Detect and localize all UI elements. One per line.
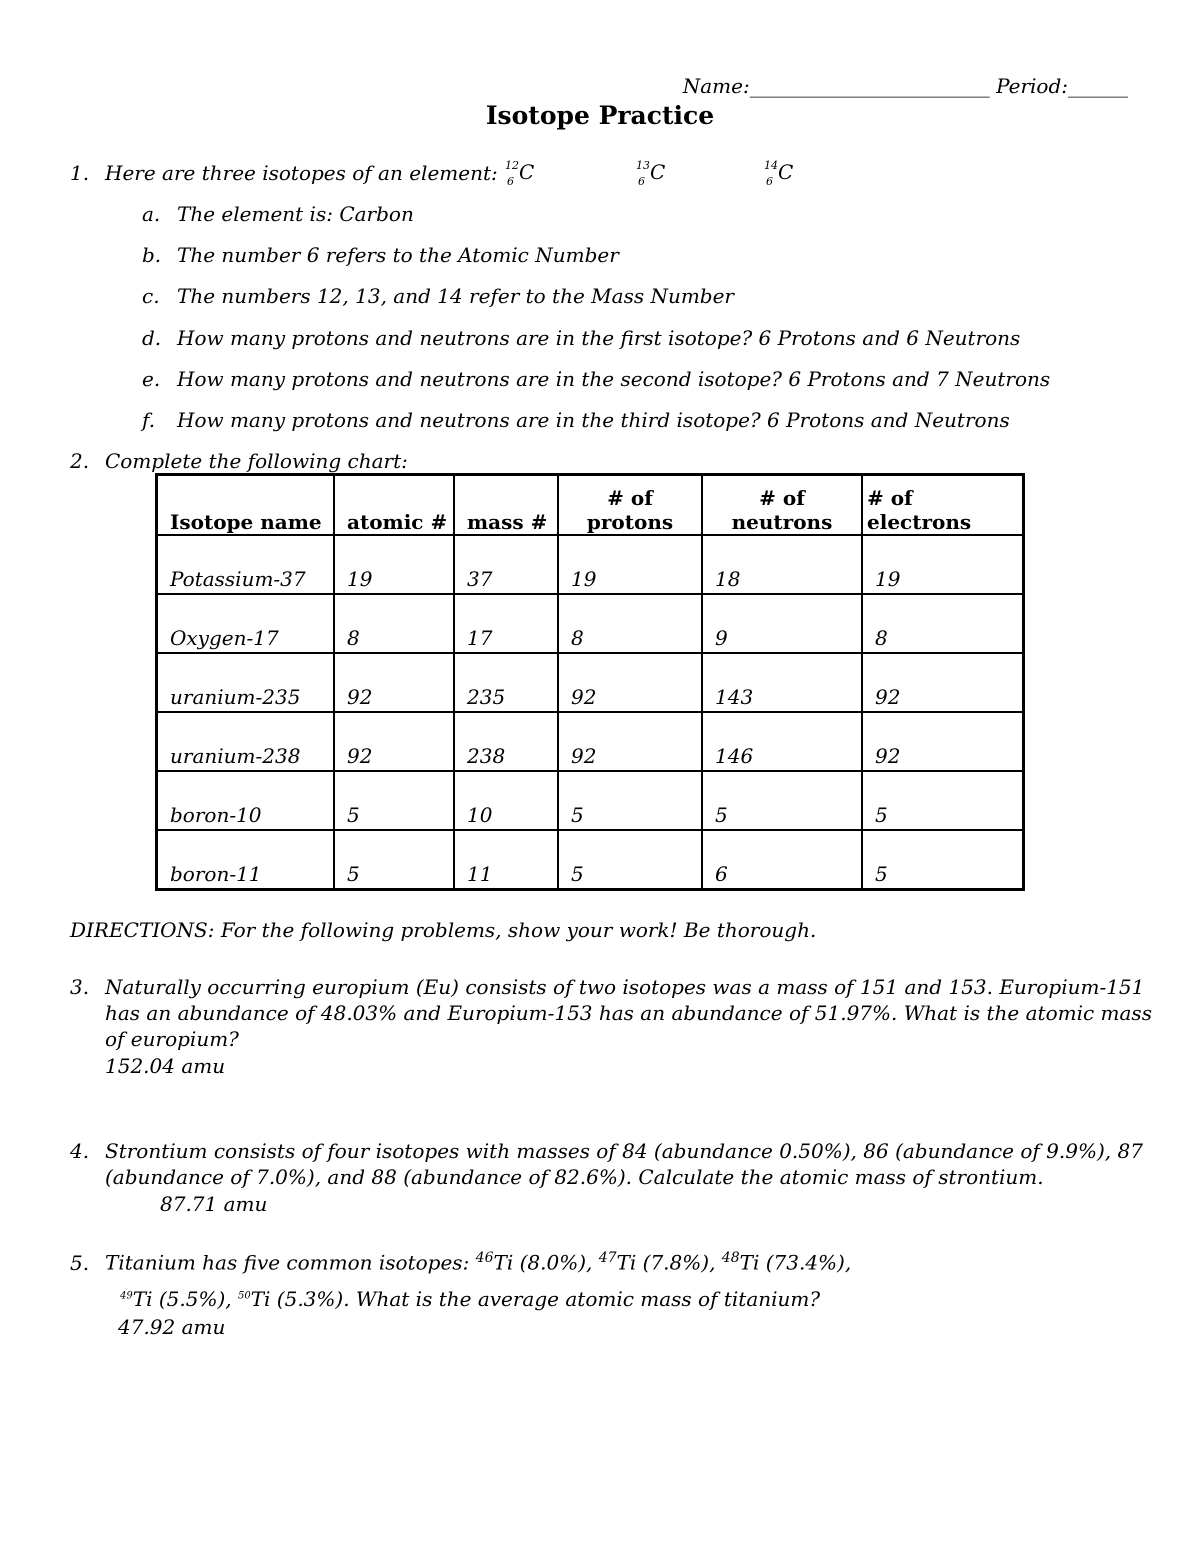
- subquestion-letter: e.: [142, 367, 161, 391]
- cell-protons[interactable]: 19: [558, 535, 702, 594]
- element-symbol: C: [650, 160, 666, 184]
- question-text-line: Naturally occurring europium (Eu) consists of two isotopes was a mass of 151 and 153. Europium-151: [105, 975, 1145, 999]
- cell-mass-number[interactable]: 11: [454, 830, 558, 890]
- answer-text[interactable]: 152.04 amu: [105, 1054, 226, 1078]
- question-number: 1.: [70, 161, 90, 185]
- cell-protons[interactable]: 5: [558, 830, 702, 890]
- subquestion-letter: b.: [142, 243, 162, 267]
- cell-neutrons[interactable]: 146: [702, 712, 862, 771]
- answer-text[interactable]: 87.71 amu: [160, 1192, 268, 1216]
- question-number: 5.: [70, 1250, 90, 1275]
- name-period-header: [683, 74, 1128, 98]
- cell-protons[interactable]: 92: [558, 653, 702, 712]
- question-3: [70, 975, 1144, 999]
- mass-number: 49: [120, 1290, 133, 1302]
- table-row: [157, 653, 1024, 712]
- subquestion-b: [142, 243, 619, 267]
- directions: DIRECTIONS: For the following problems, show your work! Be thorough.: [70, 918, 817, 942]
- subquestion-letter: c.: [142, 284, 160, 308]
- cell-neutrons[interactable]: 143: [702, 653, 862, 712]
- subquestion-e: [142, 367, 1050, 391]
- atomic-number: 6: [507, 175, 514, 188]
- question-1: [70, 161, 498, 185]
- subquestion-text: How many protons and neutrons are in the first isotope? 6 Protons and 6 Neutrons: [177, 326, 1021, 350]
- cell-mass-number[interactable]: 238: [454, 712, 558, 771]
- subquestion-text: How many protons and neutrons are in the second isotope? 6 Protons and 7 Neutrons: [177, 367, 1051, 391]
- table-row: [157, 771, 1024, 830]
- question-text-line: has an abundance of 48.03% and Europium-153 has an abundance of 51.97%. What is the atomic mass: [105, 1001, 1152, 1025]
- question-text-line: of europium?: [105, 1027, 239, 1051]
- element-symbol: C: [778, 160, 794, 184]
- table-row: [157, 594, 1024, 653]
- cell-isotope-name[interactable]: uranium-238: [157, 712, 335, 771]
- subquestion-letter: d.: [142, 326, 162, 350]
- subquestion-c: [142, 284, 734, 308]
- table-row: [157, 535, 1024, 594]
- period-label[interactable]: Period:______: [996, 74, 1128, 98]
- cell-neutrons[interactable]: 5: [702, 771, 862, 830]
- cell-neutrons[interactable]: 6: [702, 830, 862, 890]
- subquestion-text: The element is: Carbon: [177, 202, 414, 226]
- isotope-abundance: Ti (8.0%),: [493, 1250, 599, 1275]
- isotope-abundance: Ti (73.4%),: [739, 1250, 852, 1275]
- page-title: Isotope Practice: [485, 101, 715, 130]
- cell-atomic-number[interactable]: 8: [334, 594, 454, 653]
- subquestion-a: [142, 202, 414, 226]
- element-symbol: C: [519, 160, 535, 184]
- header-mass-number: mass #: [454, 475, 558, 536]
- question-text: Titanium has five common isotopes:: [105, 1250, 476, 1275]
- cell-isotope-name[interactable]: boron-11: [157, 830, 335, 890]
- subquestion-d: [142, 326, 1020, 350]
- atomic-number: 6: [638, 175, 645, 188]
- cell-isotope-name[interactable]: boron-10: [157, 771, 335, 830]
- cell-electrons[interactable]: 8: [862, 594, 1024, 653]
- cell-electrons[interactable]: 92: [862, 712, 1024, 771]
- question-text-line: (abundance of 7.0%), and 88 (abundance of 82.6%). Calculate the atomic mass of strontium.: [105, 1165, 1044, 1189]
- name-label[interactable]: Name:________________________: [682, 74, 990, 98]
- question-number: 3.: [70, 975, 90, 999]
- header-electrons: # of electrons: [862, 475, 1024, 536]
- cell-neutrons[interactable]: 18: [702, 535, 862, 594]
- cell-protons[interactable]: 92: [558, 712, 702, 771]
- isotope-notation: [764, 159, 794, 188]
- question-5: [70, 1250, 851, 1275]
- cell-mass-number[interactable]: 37: [454, 535, 558, 594]
- subquestion-text: The numbers 12, 13, and 14 refer to the Mass Number: [177, 284, 734, 308]
- header-atomic-number: atomic #: [334, 475, 454, 536]
- isotope-chart: [155, 473, 1025, 891]
- table-row: [157, 830, 1024, 890]
- cell-electrons[interactable]: 5: [862, 830, 1024, 890]
- mass-number: 13: [636, 159, 650, 172]
- cell-isotope-name[interactable]: uranium-235: [157, 653, 335, 712]
- header-isotope-name: Isotope name: [157, 475, 335, 536]
- mass-number: 50: [237, 1290, 251, 1302]
- question-text-line: Strontium consists of four isotopes with masses of 84 (abundance 0.50%), 86 (abundance of 9.9%), 87: [105, 1139, 1143, 1163]
- isotope-notation: [505, 159, 535, 188]
- cell-isotope-name[interactable]: Oxygen-17: [157, 594, 335, 653]
- isotope-abundance: Ti (7.8%),: [616, 1250, 722, 1275]
- question-text: Complete the following chart:: [105, 449, 408, 473]
- question-5-line-2: [120, 1287, 820, 1311]
- atomic-number: 6: [766, 175, 773, 188]
- subquestion-letter: a.: [142, 202, 161, 226]
- subquestion-text: How many protons and neutrons are in the third isotope? 6 Protons and Neutrons: [177, 408, 1010, 432]
- question-text: Here are three isotopes of an element:: [105, 161, 498, 185]
- table-row: [157, 712, 1024, 771]
- cell-atomic-number[interactable]: 19: [334, 535, 454, 594]
- mass-number: 12: [505, 159, 519, 172]
- chart-header-row: [157, 475, 1024, 536]
- cell-atomic-number[interactable]: 92: [334, 653, 454, 712]
- cell-atomic-number[interactable]: 5: [334, 771, 454, 830]
- isotope-notation: [636, 159, 666, 188]
- question-text: Ti (5.3%). What is the average atomic mass of titanium?: [250, 1287, 821, 1311]
- cell-protons[interactable]: 5: [558, 771, 702, 830]
- cell-mass-number[interactable]: 235: [454, 653, 558, 712]
- cell-electrons[interactable]: 5: [862, 771, 1024, 830]
- cell-atomic-number[interactable]: 5: [334, 830, 454, 890]
- cell-mass-number[interactable]: 17: [454, 594, 558, 653]
- isotope-abundance: Ti (5.5%),: [132, 1287, 238, 1311]
- answer-text[interactable]: 47.92 amu: [118, 1315, 226, 1339]
- cell-electrons[interactable]: 92: [862, 653, 1024, 712]
- question-2: [70, 449, 408, 473]
- cell-isotope-name[interactable]: Potassium-37: [157, 535, 335, 594]
- header-neutrons: # of neutrons: [702, 475, 862, 536]
- mass-number: 14: [764, 159, 778, 172]
- question-4: [70, 1139, 1143, 1163]
- cell-electrons[interactable]: 19: [862, 535, 1024, 594]
- cell-mass-number[interactable]: 10: [454, 771, 558, 830]
- header-protons: # of protons: [558, 475, 702, 536]
- subquestion-letter: f.: [142, 408, 156, 432]
- subquestion-text: The number 6 refers to the Atomic Number: [177, 243, 619, 267]
- question-number: 2.: [70, 449, 90, 473]
- cell-protons[interactable]: 8: [558, 594, 702, 653]
- question-number: 4.: [70, 1139, 90, 1163]
- mass-number: 46: [475, 1250, 494, 1266]
- subquestion-f: [142, 408, 1010, 432]
- mass-number: 48: [721, 1250, 740, 1266]
- cell-atomic-number[interactable]: 92: [334, 712, 454, 771]
- cell-neutrons[interactable]: 9: [702, 594, 862, 653]
- mass-number: 47: [598, 1250, 617, 1266]
